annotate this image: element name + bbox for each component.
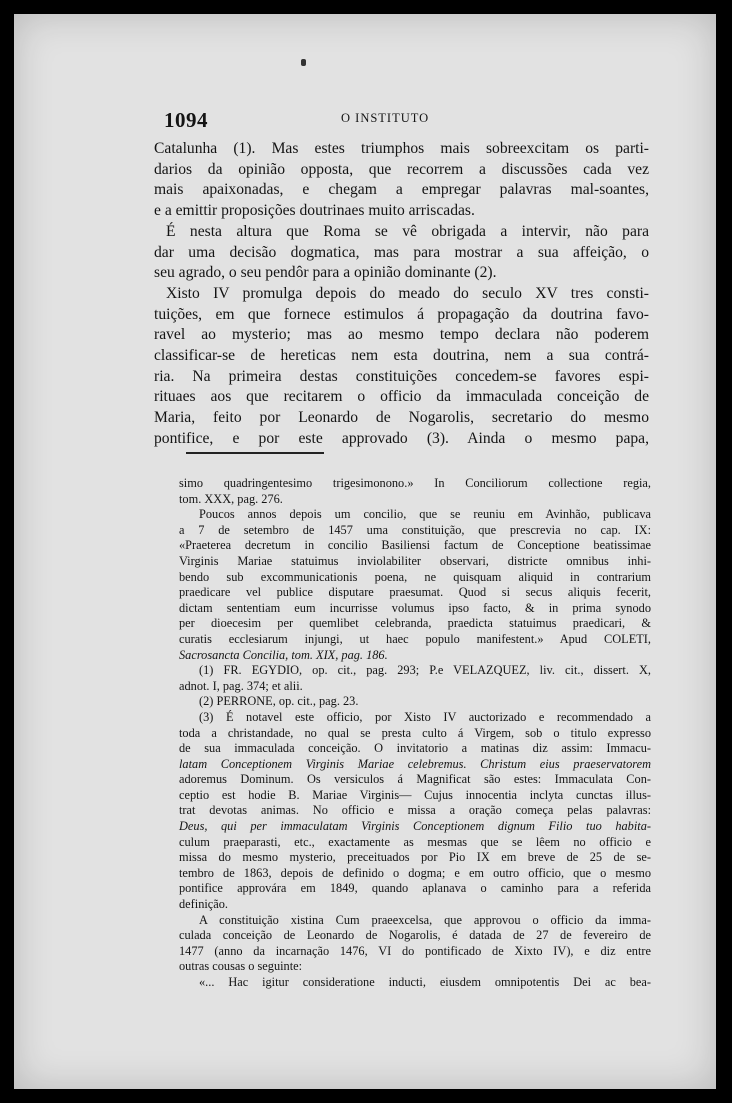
footnote-line: Virginis Mariae statuimus inviolabiliter observari, districte omnibus inhi- — [179, 553, 651, 568]
footnote-line: adnot. I, pag. 374; et alii. — [179, 678, 303, 693]
footnote-line: culum praeparasti, etc., exactamente as mesmas que se lêem no officio e — [179, 834, 651, 849]
body-line: rituaes aos que recitarem o officio da immaculada conceição de — [154, 388, 649, 406]
body-line: mais apaixonadas, e chegam a empregar palavras mal-soantes, — [154, 181, 649, 199]
footnote-line: trat devotas animas. No officio e missa a oração começa pelas palavras: — [179, 803, 651, 818]
book-page — [14, 14, 716, 1089]
body-line: seu agrado, o seu pendôr para a opinião dominante (2). — [154, 264, 497, 282]
body-line: tuições, em que fornece estimulos á propagação da doutrina favo- — [154, 305, 649, 323]
footnote-line: A constituição xistina Cum praeexcelsa, que approvou o officio da imma- — [199, 912, 651, 927]
body-line: Maria, feito por Leonardo de Nogarolis, secretario do mesmo — [154, 409, 649, 427]
footnote-line: tom. XXX, pag. 276. — [179, 491, 283, 506]
footnote-line: dictam sententiam eum incurrisse volumus ipso facto, & in prima synodo — [179, 600, 651, 615]
footnote-line: 1477 (anno da incarnação 1476, VI do pontificado de Xixto IV), e diz entre — [179, 943, 651, 958]
footnote-line: curatis ecclesiarum injungi, ut haec populo manifestent.» Apud COLETI, — [179, 631, 651, 646]
body-line: dar uma decisão dogmatica, mas para mostrar a sua affeição, o — [154, 243, 649, 261]
footnote-line: adoremus Dominum. Os versiculos á Magnificat são estes: Immaculata Con- — [179, 772, 651, 787]
footnote-line: per dioecesim per quemlibet celebranda, praedicta statuimus praedicari, & — [179, 616, 651, 631]
footnote-1: (1) FR. EGYDIO, op. cit., pag. 293; P.e VELAZQUEZ, liv. cit., dissert. X, — [199, 663, 651, 678]
running-title: O INSTITUTO — [341, 111, 430, 125]
body-line: classificar-se de hereticas nem esta doutrina, nem a sua contrá- — [154, 347, 649, 365]
footnote-line: definição. — [179, 897, 229, 912]
body-line: e a emittir proposições doutrinaes muito arriscadas. — [154, 202, 475, 220]
footnote-line: Poucos annos depois um concilio, que se reuniu em Avinhão, publicava — [199, 507, 651, 522]
footnote-line: latam Conceptionem Virginis Mariae celebremus. Christum eius praeservatorem — [179, 756, 651, 771]
footnote-line: bendo sub excommunicationis poena, ne quisquam aliquid in contrarium — [179, 569, 651, 584]
footnote-separator — [186, 452, 324, 454]
footnote-line: a 7 de setembro de 1457 uma constituição, que prescrevia no cap. IX: — [179, 522, 651, 537]
footnote-line: «... Hac igitur consideratione inducti, eiusdem omnipotentis Dei ac bea- — [199, 975, 651, 989]
footnote-line: culada conceição de Leonardo de Nogarolis, é datada de 27 de fevereiro de — [179, 928, 651, 943]
main-text — [154, 139, 649, 450]
footnotes — [179, 476, 651, 991]
footnote-line: ceptio est hodie B. Mariae Virginis— Cujus innocentia inclyta cunctas illus- — [179, 787, 651, 802]
footnote-line: de sua immaculada conceição. O invitatorio a matinas diz assim: Immacu- — [179, 741, 651, 756]
body-line: É nesta altura que Roma se vê obrigada a intervir, não para — [166, 222, 649, 240]
ink-speck — [301, 59, 306, 66]
footnote-line: toda a christandade, no qual se presta culto á Virgem, sob o titulo expresso — [179, 725, 651, 740]
page-number: 1094 — [164, 108, 208, 132]
footnote-line: Sacrosancta Concilia, tom. XIX, pag. 186. — [179, 647, 388, 662]
footnote-line: praedicare vel publice disputare praesumat. Quod si secus aliquis fecerit, — [179, 585, 651, 600]
footnote-line: pontifice approvára em 1849, quando aplanava o caminho para a referida — [179, 881, 651, 896]
footnote-line: simo quadringentesimo trigesimonono.» In Conciliorum collectione regia, — [179, 476, 651, 490]
body-line: darios da opinião opposta, que recorrem a discussões cada vez — [154, 160, 649, 178]
body-line: Xisto IV promulga depois do meado do seculo XV tres consti- — [166, 284, 649, 302]
footnote-line: Deus, qui per immaculatam Virginis Conceptionem dignum Filio tuo habita- — [179, 819, 651, 834]
body-line: ravel ao mysterio; mas ao mesmo tempo declara não poderem — [154, 326, 649, 344]
footnote-line: tembro de 1863, depois de definido o dogma; e em outro officio, que o mesmo — [179, 865, 651, 880]
body-line: pontifice, e por este approvado (3). Ainda o mesmo papa, — [154, 429, 649, 447]
body-line: ria. Na primeira destas constituições concedem-se favores espi- — [154, 367, 649, 385]
footnote-line: outras cousas o seguinte: — [179, 959, 303, 974]
footnote-2: (2) PERRONE, op. cit., pag. 23. — [199, 694, 359, 709]
footnote-line: «Praeterea decretum in concilio Basiliensi factum de Conceptione beatissimae — [179, 538, 651, 553]
footnote-line: missa do mesmo mysterio, preceituados por Pio IX em breve de 25 de se- — [179, 850, 651, 865]
footnote-3: (3) É notavel este officio, por Xisto IV auctorizado e recommendado a — [199, 709, 651, 724]
body-line: Catalunha (1). Mas estes triumphos mais sobreexcitam os parti- — [154, 140, 649, 157]
